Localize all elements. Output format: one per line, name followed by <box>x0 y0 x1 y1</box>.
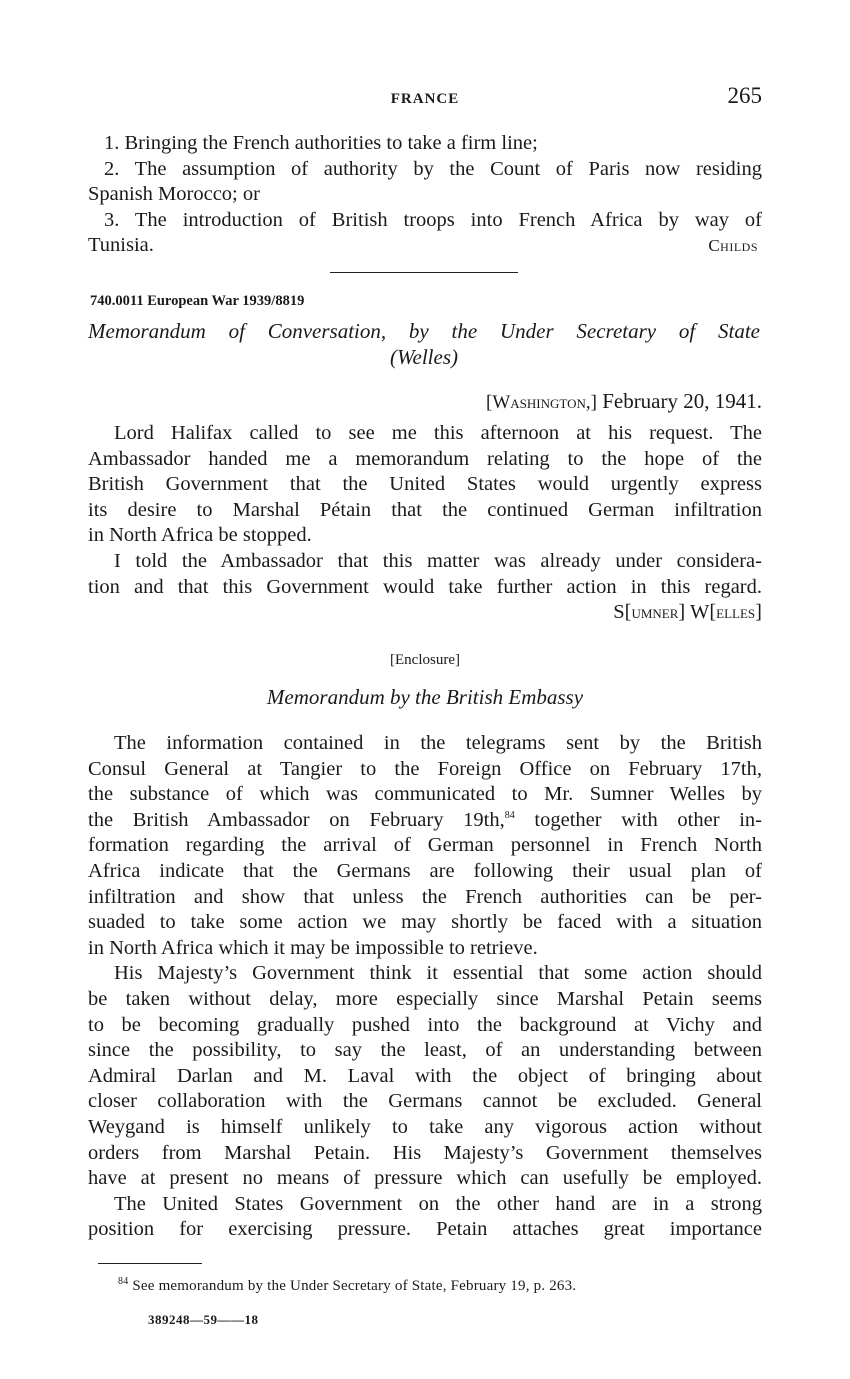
enclosure-p2-line-2: be taken without delay, more especially since Marshal Petain seems <box>88 987 762 1010</box>
signature-childs: Childs <box>708 236 758 255</box>
memo-title-line-1: Memorandum of Conversation, by the Under Secretary of State <box>88 319 760 343</box>
print-code: 389248—59——18 <box>148 1312 259 1327</box>
memo-title <box>88 318 760 370</box>
footnote-reference: 84 <box>504 809 515 821</box>
enclosure-p3-line-2: position for exercising pressure. Petain attaches great importance <box>88 1218 762 1241</box>
memo-paragraph-1-line-3: British Government that the United States would urgently express <box>88 473 762 496</box>
memo-paragraph-1-line-1: Lord Halifax called to see me this afternoon at his request. The <box>114 422 762 444</box>
enclosure-body <box>88 731 762 1243</box>
page-number: 265 <box>727 83 762 108</box>
running-head <box>88 83 762 116</box>
memo-title-line-2: (Welles) <box>389 345 459 369</box>
enclosure-p2-line-3: to be becoming gradually pushed into the background at Vichy and <box>88 1013 762 1036</box>
list-item-2-line-2: Spanish Morocco; or <box>88 183 260 206</box>
memo-body <box>88 421 762 626</box>
enclosure-p2-line-5: Admiral Darlan and M. Laval with the object of bringing about <box>88 1064 762 1087</box>
enclosure-p2-line-6: closer collaboration with the Germans cannot be excluded. General <box>88 1090 762 1113</box>
section-divider <box>330 272 518 273</box>
dateline-date: February 20, 1941. <box>596 389 762 413</box>
enclosure-p2-line-9: have at present no means of pressure which can usefully be employed. <box>88 1167 762 1190</box>
enclosure-p1-line-8: suaded to take some action we may shortly be faced with a situation <box>88 911 762 934</box>
list-item-3-line-2: Tunisia. <box>88 234 154 257</box>
enclosure-p3-line-1: The United States Government on the other hand are in a strong <box>114 1192 762 1215</box>
enclosure-p1-line-7: infiltration and show that unless the French authorities can be per- <box>88 885 762 908</box>
memo-paragraph-2-line-2: tion and that this Government would take further action in this regard. <box>88 575 762 598</box>
signature-end: ] <box>755 601 762 624</box>
enclosure-p2-line-1: His Majesty’s Government think it essential that some action should <box>114 962 762 985</box>
file-reference: 740.0011 European War 1939/8819 <box>90 293 305 309</box>
list-item-1: 1. Bringing the French authorities to take a firm line; <box>104 132 538 154</box>
memo-paragraph-1-line-5: in North Africa be stopped. <box>88 524 312 547</box>
enclosure-p1-line-5: formation regarding the arrival of German personnel in French North <box>88 834 762 857</box>
list-item-3-line-1: 3. The introduction of British troops into French Africa by way of <box>104 208 762 231</box>
enclosure-p1-line-1: The information contained in the telegrams sent by the British <box>114 732 762 754</box>
footnote-mark: 84 <box>118 1276 129 1287</box>
enclosure-p2-line-7: Weygand is himself unlikely to take any vigorous action without <box>88 1115 762 1138</box>
dateline <box>88 389 762 414</box>
enclosure-p1-line-4-a: the British Ambassador on February 19th, <box>88 808 505 831</box>
enclosure-p1-line-4 <box>88 808 762 834</box>
footnote-divider <box>98 1263 202 1264</box>
enclosure-p1-line-3: the substance of which was communicated to Mr. Sumner Welles by <box>88 783 762 806</box>
running-title: FRANCE <box>390 91 460 107</box>
signature-w-rest: elles <box>716 602 756 624</box>
enclosure-p2-line-8: orders from Marshal Petain. His Majesty’s Government themselves <box>88 1141 762 1164</box>
enclosure-p1-line-2: Consul General at Tangier to the Foreign Office on February 17th, <box>88 757 762 780</box>
footnote-text: See memorandum by the Under Secretary of State, February 19, p. 263. <box>128 1278 577 1294</box>
enclosure-p1-line-4-b: together with other in- <box>514 808 762 831</box>
memo-signature <box>88 600 762 626</box>
signature-s-rest: umner <box>631 602 679 624</box>
signature-s: S[ <box>613 601 632 624</box>
signature-mid: ] W[ <box>678 601 717 624</box>
memo-paragraph-2-line-1: I told the Ambassador that this matter was already under considera- <box>114 549 762 572</box>
enclosure-label: [Enclosure] <box>390 652 460 668</box>
enclosure-p2-line-4: since the possibility, to say the least, of an understanding between <box>88 1039 762 1062</box>
enclosure-title: Memorandum by the British Embassy <box>266 685 584 709</box>
memo-paragraph-1-line-2: Ambassador handed me a memorandum relating to the hope of the <box>88 447 762 470</box>
list-item-2-line-1: 2. The assumption of authority by the Count of Paris now residing <box>104 157 762 180</box>
memo-paragraph-1-line-4: its desire to Marshal Pétain that the continued German infiltration <box>88 498 762 521</box>
enclosure-p1-line-9: in North Africa which it may be impossible to retrieve. <box>88 936 538 959</box>
enclosure-p1-line-6: Africa indicate that the Germans are following their usual plan of <box>88 859 762 882</box>
footnote <box>118 1278 576 1295</box>
dateline-place: [Washington,] <box>486 392 597 413</box>
